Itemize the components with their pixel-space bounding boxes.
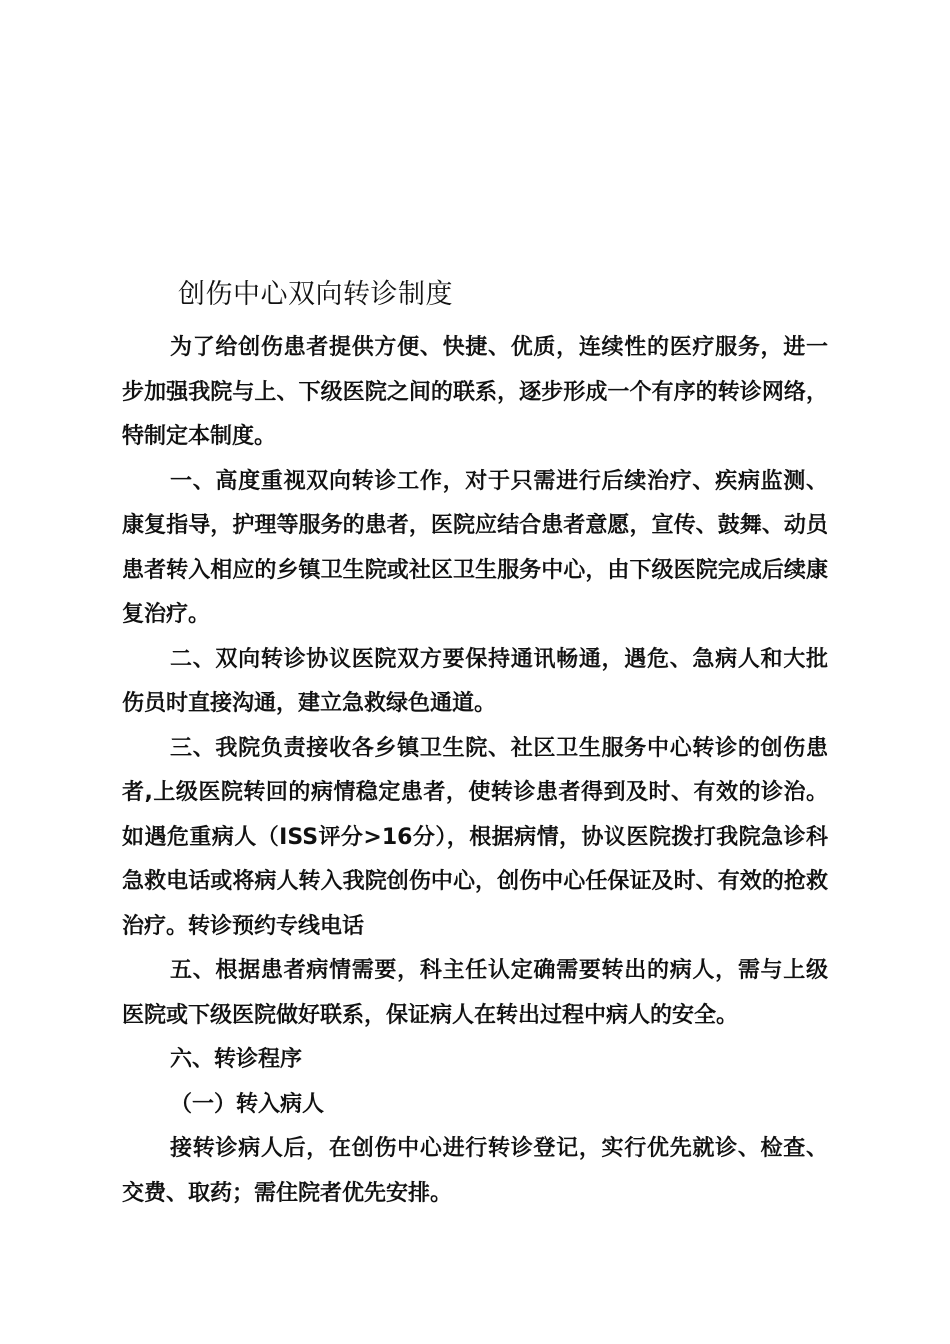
paragraph-intro: 为了给创伤患者提供方便、快捷、优质，连续性的医疗服务，进一步加强我院与上、下级医院之间的联系，逐步形成一个有序的转诊网络，特制定本制度。 (122, 335, 828, 449)
paragraph-item-5: 五、根据患者病情需要，科主任认定确需要转出的病人，需与上级医院或下级医院做好联系，保证病人在转出过程中病人的安全。 (122, 958, 828, 1028)
paragraph-subheading-transfer-in: （一）转入病人 (170, 1091, 325, 1117)
paragraph-item-1: 一、高度重视双向转诊工作，对于只需进行后续治疗、疾病监测、康复指导，护理等服务的患者，医院应结合患者意愿，宣传、鼓舞、动员患者转入相应的乡镇卫生院或社区卫生服务中心，由下级医院完成后续康复治疗。 (122, 468, 828, 627)
paragraph-item-2: 二、双向转诊协议医院双方要保持通讯畅通，遇危、急病人和大批伤员时直接沟通，建立急救绿色通道。 (122, 646, 828, 716)
document-body (122, 326, 828, 1216)
paragraph-item-6-heading: 六、转诊程序 (170, 1047, 303, 1072)
document-title: 创伤中心双向转诊制度 (178, 279, 453, 310)
paragraph-item-3: 三、我院负责接收各乡镇卫生院、社区卫生服务中心转诊的创伤患者,上级医院转回的病情稳定患者，使转诊患者得到及时、有效的诊治。如遇危重病人（ISS评分>16分），根据病情，协议医院拨打我院急诊科急救电话或将病人转入我院创伤中心，创伤中心任保证及时、有效的抢救治疗。转诊预约专线电话 (122, 735, 828, 939)
paragraph-transfer-in-procedure: 接转诊病人后，在创伤中心进行转诊登记，实行优先就诊、检查、交费、取药；需住院者优先安排。 (122, 1136, 828, 1206)
